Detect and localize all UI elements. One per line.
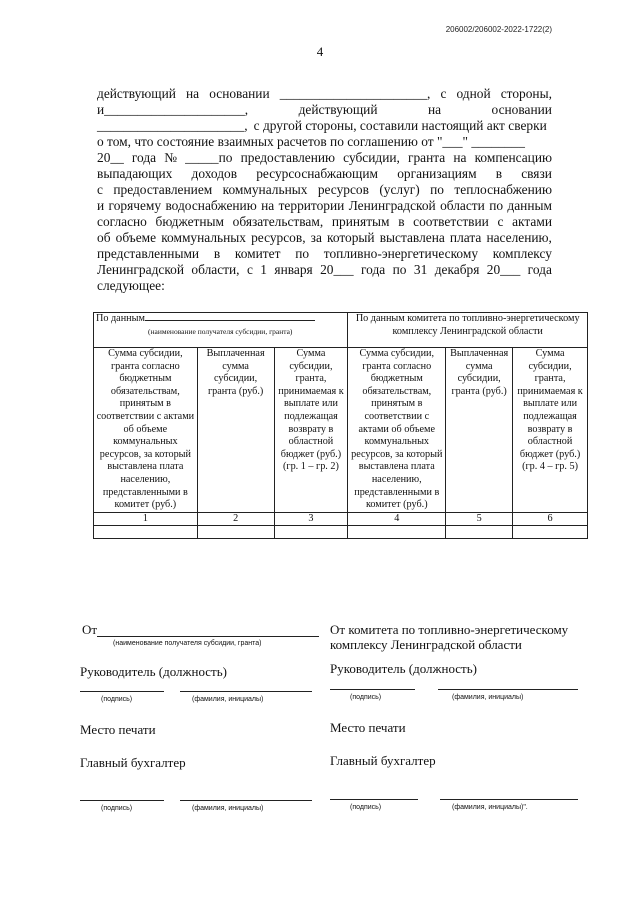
text-word: который bbox=[327, 230, 375, 245]
text-word: января bbox=[274, 262, 313, 277]
text-word: _____по bbox=[185, 150, 233, 165]
text-word: с bbox=[97, 182, 103, 197]
text-word: 20__ bbox=[97, 150, 124, 165]
text-word: доходов bbox=[191, 166, 238, 181]
text-word: теплоснабжению bbox=[454, 182, 552, 197]
name-line bbox=[440, 799, 578, 800]
text-line bbox=[97, 102, 552, 118]
table-cell bbox=[197, 525, 274, 538]
text-word: коммунальных bbox=[222, 182, 308, 197]
text-word: с другой стороны, составили настоящий акт сверки bbox=[253, 118, 547, 133]
signature-caption: (подпись) bbox=[350, 694, 382, 701]
text-word: данным bbox=[507, 198, 552, 213]
text-line bbox=[97, 86, 552, 102]
recipient-name-caption: (наименование получателя субсидии, гранта) bbox=[113, 640, 262, 647]
page-number: 4 bbox=[316, 44, 324, 59]
text-word: водоснабжению bbox=[165, 198, 257, 213]
from-committee-line1: От комитета по топливно-энергетическому bbox=[330, 622, 569, 637]
col-header-3: Сумма субсидии, гранта, принимаемая к выплате или подлежащая возврату в областной бюджет (руб.) (гр. 1 – гр. 2) bbox=[274, 348, 348, 513]
text-line bbox=[97, 182, 552, 198]
text-word: топливно-энергетическому bbox=[323, 246, 479, 261]
col-header-2: Выплаченная сумма субсидии, гранта (руб.) bbox=[197, 348, 274, 513]
text-word: на bbox=[427, 102, 442, 117]
col-number-1: 1 bbox=[94, 512, 198, 525]
left-party-header: По данным (наименование получателя субсидии, гранта) bbox=[94, 313, 348, 348]
col-header-5: Выплаченная сумма субсидии, гранта (руб.) bbox=[446, 348, 513, 513]
from-committee-line2: комплексу Ленинградской области bbox=[330, 637, 522, 652]
head-position-right: Руководитель (должность) bbox=[330, 661, 477, 676]
col-number-6: 6 bbox=[513, 512, 588, 525]
signature-caption: (подпись) bbox=[101, 805, 133, 812]
table-row bbox=[94, 525, 588, 538]
text-word: основании bbox=[209, 86, 270, 101]
text-line bbox=[97, 262, 552, 278]
text-line bbox=[97, 134, 552, 150]
text-word: действующий bbox=[97, 86, 176, 101]
name-line bbox=[180, 691, 312, 692]
text-word: объеме bbox=[115, 230, 157, 245]
signature-caption: (подпись) bbox=[350, 804, 382, 811]
table-cell bbox=[94, 525, 198, 538]
text-word: выставлена bbox=[379, 230, 445, 245]
recipient-name-line bbox=[97, 636, 319, 637]
text-word: населению, bbox=[486, 230, 552, 245]
head-position-left: Руководитель (должность) bbox=[80, 664, 227, 679]
text-word: в bbox=[398, 214, 405, 229]
document-id: 206002/206002-2022-1722(2) bbox=[445, 25, 552, 34]
text-line bbox=[97, 246, 552, 262]
name-line bbox=[180, 800, 312, 801]
text-word: и bbox=[97, 198, 105, 213]
name-caption: (фамилия, инициалы) bbox=[192, 805, 264, 812]
text-word: представленными bbox=[97, 246, 200, 261]
name-line bbox=[438, 689, 578, 690]
text-word: 1 bbox=[260, 262, 267, 277]
text-word: компенсацию bbox=[474, 150, 552, 165]
text-word: года bbox=[527, 262, 552, 277]
reconciliation-table bbox=[93, 312, 588, 539]
text-word: о том, что состояние взаимных расчетов по соглашению от "___" ________ bbox=[97, 134, 525, 149]
col-header-1: Сумма субсидии, гранта согласно бюджетным обязательствам, принятым в соответствии с актами об объеме коммунальных ресурсов, за который выставлена плата населению, представленными в комитет (руб.) bbox=[94, 348, 198, 513]
act-body-text bbox=[97, 86, 552, 294]
table-cell bbox=[446, 525, 513, 538]
text-word: предоставлению bbox=[240, 150, 336, 165]
text-word: субсидии, bbox=[343, 150, 400, 165]
text-word: за bbox=[310, 230, 322, 245]
text-word: коммунальных bbox=[161, 230, 246, 245]
text-word: плата bbox=[449, 230, 482, 245]
name-caption: (фамилия, инициалы) bbox=[192, 696, 264, 703]
text-word: ресурсоснабжающим bbox=[256, 166, 379, 181]
text-word: следующее: bbox=[97, 278, 165, 293]
signature-line bbox=[330, 689, 415, 690]
text-word: по bbox=[489, 198, 504, 213]
text-word: с bbox=[497, 214, 504, 229]
table-cell bbox=[513, 525, 588, 538]
text-word: области bbox=[440, 198, 485, 213]
text-word: согласно bbox=[97, 214, 147, 229]
text-word: действующий bbox=[298, 102, 378, 117]
text-word: об bbox=[97, 230, 111, 245]
text-line bbox=[97, 166, 552, 182]
text-word: 31 bbox=[413, 262, 428, 277]
signature-line bbox=[80, 691, 164, 692]
text-word: года bbox=[360, 262, 386, 277]
text-word: связи bbox=[521, 166, 552, 181]
text-word: № bbox=[164, 150, 178, 165]
text-word: обязательствам, bbox=[232, 214, 324, 229]
text-line bbox=[97, 118, 552, 134]
text-word: и_____________________, bbox=[97, 102, 249, 117]
text-word: основании bbox=[491, 102, 552, 117]
text-word: в bbox=[213, 246, 221, 261]
chief-accountant-right: Главный бухгалтер bbox=[330, 753, 436, 768]
col-header-6: Сумма субсидии, гранта, принимаемая к выплате или подлежащая возврату в областной бюджет (руб.) (гр. 4 – гр. 5) bbox=[513, 348, 588, 513]
text-word: (услуг) bbox=[379, 182, 420, 197]
text-word: по bbox=[430, 182, 445, 197]
chief-accountant-left: Главный бухгалтер bbox=[80, 755, 186, 770]
name-caption-final: (фамилия, инициалы)". bbox=[452, 804, 528, 811]
text-word: гранта bbox=[407, 150, 446, 165]
text-word: Ленинградской bbox=[97, 262, 185, 277]
text-word: принятым bbox=[331, 214, 390, 229]
col-number-4: 4 bbox=[348, 512, 446, 525]
name-caption: (фамилия, инициалы) bbox=[452, 694, 524, 701]
text-line bbox=[97, 198, 552, 214]
text-word: ресурсов, bbox=[251, 230, 306, 245]
text-word: года bbox=[131, 150, 157, 165]
text-line bbox=[97, 150, 552, 166]
text-line bbox=[97, 230, 552, 246]
seal-place-left: Место печати bbox=[80, 722, 156, 737]
text-word: выпадающих bbox=[97, 166, 173, 181]
text-line bbox=[97, 278, 552, 294]
text-word: с bbox=[440, 86, 447, 101]
text-word: с bbox=[246, 262, 253, 277]
signature-caption: (подпись) bbox=[101, 696, 133, 703]
seal-place-right: Место печати bbox=[330, 720, 406, 735]
text-line bbox=[97, 214, 552, 230]
text-word: бюджетным bbox=[155, 214, 225, 229]
text-word: декабря bbox=[434, 262, 480, 277]
table-cell bbox=[274, 525, 348, 538]
text-word: предоставлением bbox=[113, 182, 213, 197]
text-word: по bbox=[295, 246, 310, 261]
text-word: соответствии bbox=[413, 214, 489, 229]
text-word: Ленинградской bbox=[348, 198, 436, 213]
signature-line bbox=[330, 799, 418, 800]
text-word: ресурсов bbox=[317, 182, 369, 197]
text-word: области, bbox=[191, 262, 240, 277]
col-number-5: 5 bbox=[446, 512, 513, 525]
signature-line bbox=[80, 800, 164, 801]
text-word: комитет bbox=[234, 246, 281, 261]
text-word: актами bbox=[512, 214, 552, 229]
text-word: территории bbox=[278, 198, 345, 213]
text-word: организациям bbox=[397, 166, 477, 181]
col-number-2: 2 bbox=[197, 512, 274, 525]
text-word: ______________________, bbox=[97, 118, 248, 133]
text-word: стороны, bbox=[500, 86, 552, 101]
table-cell bbox=[348, 525, 446, 538]
col-header-4: Сумма субсидии, гранта согласно бюджетным обязательствам, принятым в соответствии с актами об объеме коммунальных ресурсов, за который выставлена плата населению, представленными в комитет (руб.) bbox=[348, 348, 446, 513]
text-word: горячему bbox=[108, 198, 162, 213]
committee-header: По данным комитета по топливно-энергетическому комплексу Ленинградской области bbox=[348, 313, 588, 348]
text-word: на bbox=[453, 150, 467, 165]
from-recipient-label: От bbox=[82, 622, 98, 637]
text-word: 20___ bbox=[486, 262, 521, 277]
text-word: комплексу bbox=[492, 246, 552, 261]
text-word: ______________________, bbox=[279, 86, 431, 101]
text-word: 20___ bbox=[320, 262, 354, 277]
text-word: по bbox=[392, 262, 407, 277]
text-word: на bbox=[186, 86, 200, 101]
text-word: в bbox=[495, 166, 503, 181]
text-word: на bbox=[261, 198, 275, 213]
col-number-3: 3 bbox=[274, 512, 348, 525]
text-word: одной bbox=[456, 86, 491, 101]
